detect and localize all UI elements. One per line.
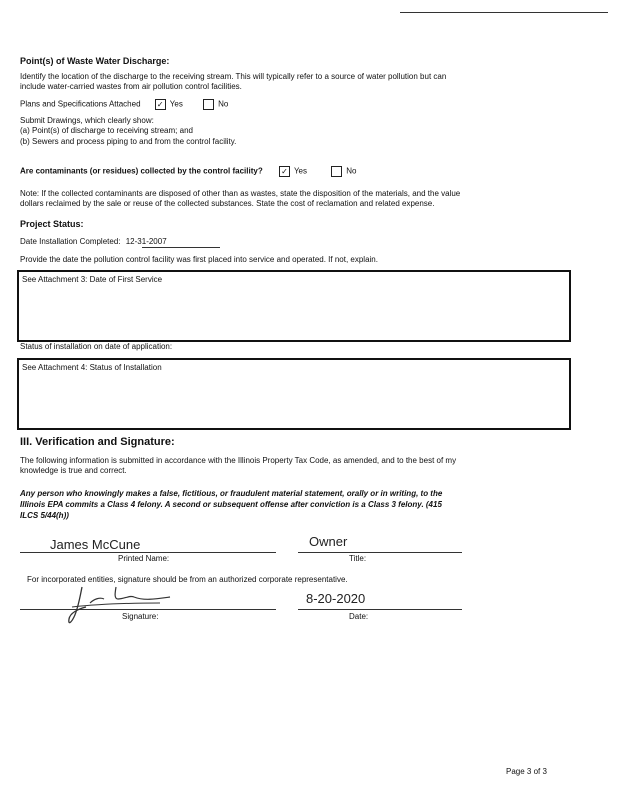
handwritten-signature bbox=[60, 583, 180, 628]
header-rule bbox=[400, 12, 608, 13]
contaminants-no-checkbox[interactable] bbox=[331, 166, 342, 177]
printed-name-value: James McCune bbox=[50, 537, 141, 552]
title-label: Title: bbox=[349, 554, 367, 563]
date-installed-underline bbox=[142, 247, 220, 248]
submit-line-2: (a) Point(s) of discharge to receiving stream; and bbox=[20, 126, 193, 135]
date-installed-label: Date Installation Completed: bbox=[20, 237, 121, 246]
verification-heading: III. Verification and Signature: bbox=[20, 436, 175, 448]
page-number: Page 3 of 3 bbox=[506, 767, 547, 776]
printed-name-line bbox=[20, 552, 276, 553]
warning-line-1: Any person who knowingly makes a false, fictitious, or fraudulent material statement, orally or in writing, to the bbox=[20, 489, 443, 498]
plans-no-checkbox[interactable] bbox=[203, 99, 214, 110]
instruction-line-1: Identify the location of the discharge to the receiving stream. This will typically refer to a source of water pollution but can bbox=[20, 72, 447, 81]
warning-line-2: Illinois EPA commits a Class 4 felony. A second or subsequent offense after conviction is a Class 3 felony. (415 bbox=[20, 500, 442, 509]
status-box[interactable] bbox=[17, 358, 571, 430]
first-service-box[interactable] bbox=[17, 270, 571, 342]
plans-no-label: No bbox=[218, 99, 229, 109]
note-line-1: Note: If the collected contaminants are disposed of other than as wastes, state the disposition of the materials, and the value bbox=[20, 189, 461, 198]
signature-date-value: 8-20-2020 bbox=[306, 591, 366, 606]
contaminants-row bbox=[20, 166, 356, 177]
waste-water-heading: Point(s) of Waste Water Discharge: bbox=[20, 56, 170, 66]
contaminants-question: Are contaminants (or residues) collected by the control facility? bbox=[20, 166, 263, 176]
signature-date-label: Date: bbox=[349, 612, 369, 621]
status-label: Status of installation on date of application: bbox=[20, 342, 173, 351]
plans-yes-checkbox[interactable]: ✓ bbox=[155, 99, 166, 110]
project-status-heading: Project Status: bbox=[20, 219, 84, 229]
verification-line-2: knowledge is true and correct. bbox=[20, 466, 127, 475]
first-service-text: See Attachment 3: Date of First Service bbox=[22, 275, 163, 284]
contaminants-no-label: No bbox=[346, 166, 357, 176]
signature-date-line bbox=[298, 609, 462, 610]
corporate-note: For incorporated entities, signature should be from an authorized corporate representative. bbox=[27, 575, 348, 584]
verification-line-1: The following information is submitted in accordance with the Illinois Property Tax Code, as amended, and to the best of my bbox=[20, 456, 457, 465]
signature-line bbox=[20, 609, 276, 610]
signature-label: Signature: bbox=[122, 612, 159, 621]
instruction-line-2: include water-carried wastes from air pollution control facilities. bbox=[20, 82, 242, 91]
printed-name-label: Printed Name: bbox=[118, 554, 170, 563]
plans-row bbox=[20, 99, 228, 110]
submit-line-1: Submit Drawings, which clearly show: bbox=[20, 116, 154, 125]
plans-yes-label: Yes bbox=[169, 99, 183, 109]
submit-line-3: (b) Sewers and process piping to and from the control facility. bbox=[20, 137, 237, 146]
date-installed-value: 12-31-2007 bbox=[125, 237, 167, 246]
warning-line-3: ILCS 5/44(h)) bbox=[20, 511, 69, 520]
title-value: Owner bbox=[309, 534, 348, 549]
status-text: See Attachment 4: Status of Installation bbox=[22, 363, 162, 372]
note-line-2: dollars reclaimed by the sale or reuse of the collected substances. State the cost of reclamation and related expense. bbox=[20, 199, 435, 208]
title-line bbox=[298, 552, 462, 553]
contaminants-yes-checkbox[interactable]: ✓ bbox=[279, 166, 290, 177]
plans-label: Plans and Specifications Attached bbox=[20, 99, 141, 109]
date-installed-row bbox=[20, 237, 167, 247]
provide-date-text: Provide the date the pollution control facility was first placed into service and operated. If not, explain. bbox=[20, 255, 378, 264]
contaminants-yes-label: Yes bbox=[293, 166, 308, 176]
